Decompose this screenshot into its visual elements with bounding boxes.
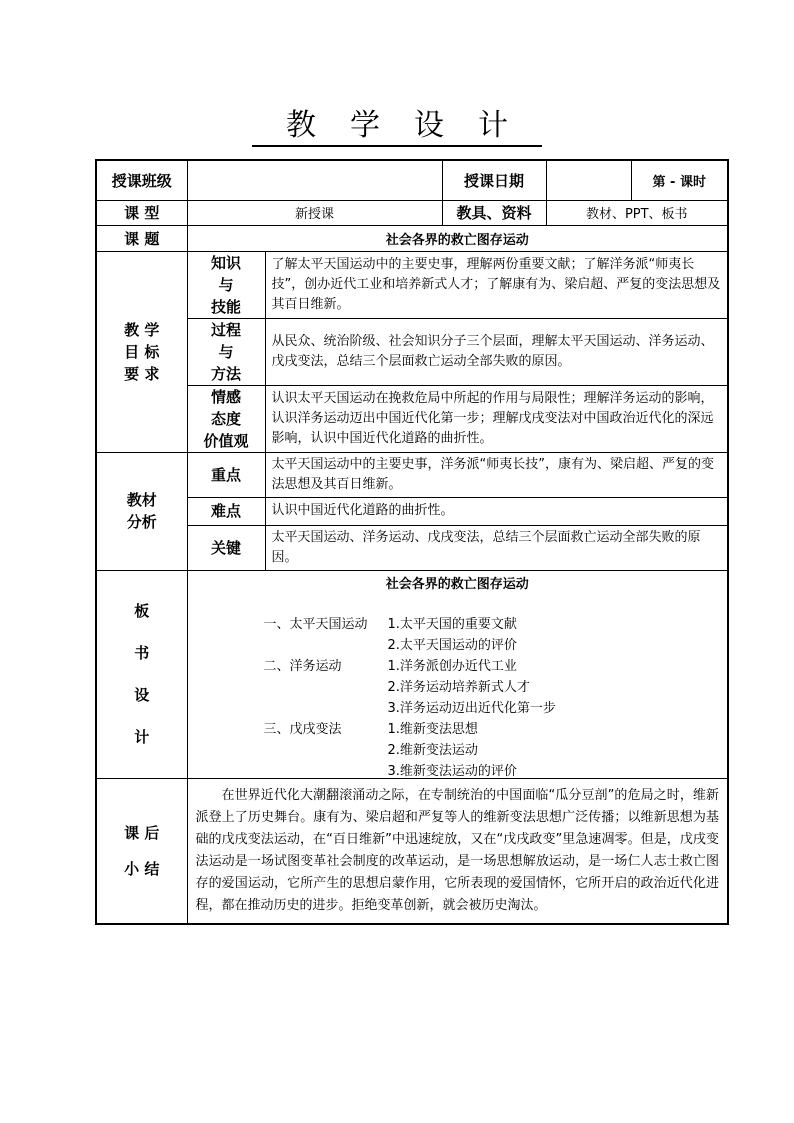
board-design — [187, 570, 728, 778]
date-value[interactable] — [546, 160, 631, 200]
lesson-plan-table — [95, 159, 729, 925]
attitude-label — [187, 385, 265, 452]
board-point: 1.太平天国的重要文献 — [387, 616, 517, 632]
board-point: 1.洋务派创办近代工业 — [387, 658, 517, 674]
knowledge-label-line: 知识 — [210, 253, 241, 272]
type-row — [96, 200, 728, 225]
class-value[interactable] — [187, 160, 442, 200]
period-value: 第 - 课时 — [631, 160, 728, 200]
board-label-line: 书 — [134, 644, 150, 662]
analysis-row-difficulty — [96, 497, 728, 525]
objective-row-knowledge — [96, 251, 728, 318]
board-title: 社会各界的救亡图存运动 — [385, 576, 529, 592]
knowledge-label-line: 技能 — [210, 297, 241, 316]
summary-text-cell — [187, 778, 728, 924]
process-text: 从民众、统治阶级、社会知识分子三个层面，理解太平天国运动、洋务运动、戊戌变法，总结三个层面救亡运动全部失败的原因。 — [265, 318, 728, 385]
objectives-label-line: 要 求 — [124, 364, 160, 383]
materials-value: 教材、PPT、板书 — [546, 200, 728, 225]
document-title — [0, 100, 794, 144]
document-title-text: 教学设计 — [252, 108, 542, 147]
board-section-heading: 三、戊戌变法 — [263, 721, 342, 737]
crux-label: 关键 — [187, 525, 265, 570]
type-value: 新授课 — [187, 200, 442, 225]
summary-text: 在世界近代化大潮翻滚涌动之际，在专制统治的中国面临“瓜分豆剖”的危局之时，维新派登上了历史舞台。康有为、梁启超和严复等人的维新变法思想广泛传播；以维新思想为基础的戊戌变法运动，在“百日维新”中迅速绽放，又在“戊戌政变”里急速凋零。但是，戊戌变法运动是一场试图变革社会制度的改革运动，是一场思想解放运动，是一场仁人志士救亡图存的爱国运动，它所产生的思想启蒙作用，它所表现的爱国情怀，它所开启的政治近代化进程，都在推动历史的进步。拒绝变革创新，就会被历史淘汰。 — [195, 787, 719, 913]
board-point: 2.维新变法运动 — [387, 742, 478, 758]
board-section-heading: 一、太平天国运动 — [263, 616, 368, 632]
attitude-label-line: 情感 — [210, 387, 241, 406]
board-point: 2.洋务运动培养新式人才 — [387, 679, 530, 695]
board-point: 1.维新变法思想 — [387, 721, 478, 737]
process-label-line: 方法 — [210, 364, 241, 383]
attitude-label-line: 价值观 — [203, 431, 249, 450]
board-label — [96, 570, 187, 778]
topic-label: 课 题 — [96, 225, 187, 251]
board-label-line: 设 — [134, 686, 150, 704]
topic-row — [96, 225, 728, 251]
objectives-label-line: 目 标 — [124, 342, 160, 361]
difficulty-label: 难点 — [187, 497, 265, 525]
analysis-row-key — [96, 452, 728, 497]
board-label-line: 板 — [134, 602, 150, 620]
knowledge-text: 了解太平天国运动中的主要史事，理解两份重要文献；了解洋务派“师夷长技”，创办近代工业和培养新式人才；了解康有为、梁启超、严复的变法思想及其百日维新。 — [265, 251, 728, 318]
board-point: 3.洋务运动迈出近代化第一步 — [387, 700, 556, 716]
knowledge-label-line: 与 — [218, 275, 234, 294]
knowledge-label — [187, 251, 265, 318]
difficulty-text: 认识中国近代化道路的曲折性。 — [265, 497, 728, 525]
summary-label — [96, 778, 187, 924]
process-label-line: 过程 — [210, 320, 241, 339]
analysis-label-line: 分析 — [126, 513, 157, 531]
type-label: 课 型 — [96, 200, 187, 225]
objective-row-process — [96, 318, 728, 385]
analysis-label-line: 教材 — [126, 491, 157, 509]
key-point-text: 太平天国运动中的主要史事，洋务派“师夷长技”，康有为、梁启超、严复的变法思想及其百日维新。 — [265, 452, 728, 497]
crux-text: 太平天国运动、洋务运动、戊戌变法，总结三个层面救亡运动全部失败的原因。 — [265, 525, 728, 570]
objectives-label — [96, 251, 187, 452]
summary-row — [96, 778, 728, 924]
board-section-heading: 二、洋务运动 — [263, 658, 342, 674]
board-row — [96, 570, 728, 778]
board-point: 3.维新变法运动的评价 — [387, 763, 517, 779]
analysis-label — [96, 452, 187, 570]
process-label — [187, 318, 265, 385]
objective-row-attitude — [96, 385, 728, 452]
summary-label-line: 小 结 — [124, 859, 160, 878]
class-date-row — [96, 160, 728, 200]
topic-value: 社会各界的救亡图存运动 — [187, 225, 728, 251]
board-label-line: 计 — [134, 728, 150, 746]
class-label: 授课班级 — [96, 160, 187, 200]
board-point: 2.太平天国运动的评价 — [387, 637, 517, 653]
analysis-row-crux — [96, 525, 728, 570]
process-label-line: 与 — [218, 342, 234, 361]
materials-label: 教具、资料 — [442, 200, 546, 225]
objectives-label-line: 教 学 — [124, 320, 160, 339]
date-label: 授课日期 — [442, 160, 546, 200]
attitude-text: 认识太平天国运动在挽救危局中所起的作用与局限性；理解洋务运动的影响，认识洋务运动迈出中国近代化第一步；理解戊戌变法对中国政治近代化的深远影响，认识中国近代化道路的曲折性。 — [265, 385, 728, 452]
key-point-label: 重点 — [187, 452, 265, 497]
summary-label-line: 课 后 — [124, 823, 160, 842]
attitude-label-line: 态度 — [210, 409, 241, 428]
